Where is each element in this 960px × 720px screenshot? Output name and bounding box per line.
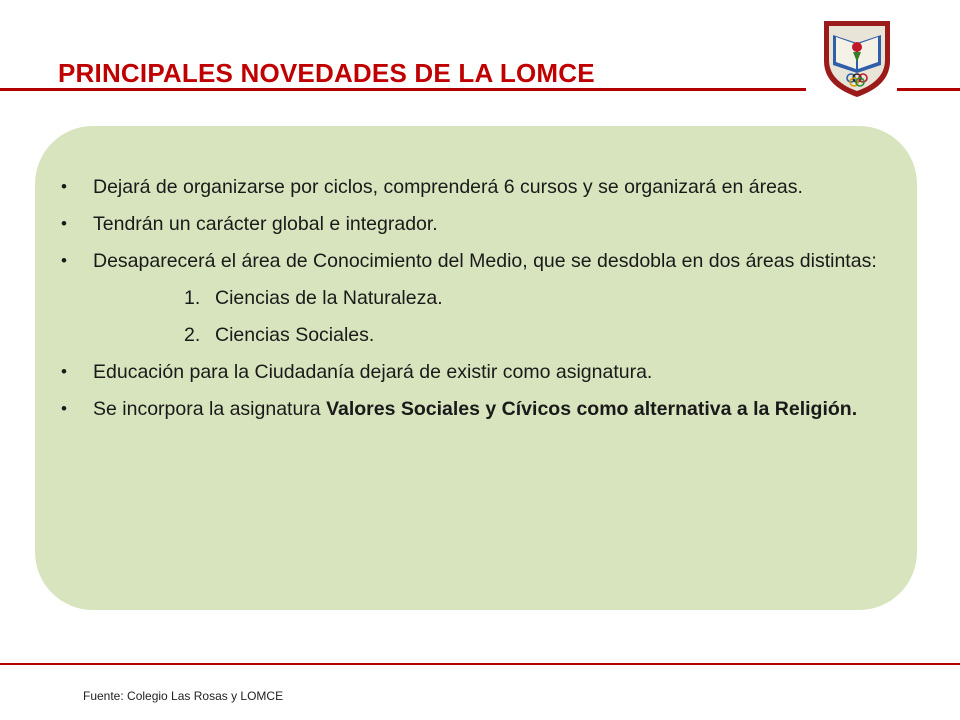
list-item-text: Dejará de organizarse por ciclos, comprenderá 6 cursos y se organizará en áreas. [93, 176, 803, 198]
bullet-list [55, 174, 897, 433]
list-item [55, 359, 897, 385]
title-underline-right [897, 88, 960, 91]
bullet-marker: • [61, 399, 67, 418]
list-item [55, 248, 897, 274]
subitem-text: Ciencias de la Naturaleza. [215, 287, 443, 309]
bullet-marker: • [61, 251, 67, 270]
source-caption: Fuente: Colegio Las Rosas y LOMCE [83, 689, 284, 703]
list-item-text: Educación para la Ciudadanía dejará de existir como asignatura. [93, 361, 653, 383]
subitem-text: Ciencias Sociales. [215, 324, 375, 346]
subitem-number: 2. [184, 324, 201, 346]
footer-rule [0, 663, 960, 665]
list-item [55, 174, 897, 200]
bullet-marker: • [61, 177, 67, 196]
bullet-marker: • [61, 214, 67, 233]
list-item [55, 211, 897, 237]
subitem-number: 1. [184, 287, 201, 309]
slide-title: PRINCIPALES NOVEDADES DE LA LOMCE [58, 58, 595, 88]
list-item-text-bold: Valores Sociales y Cívicos como alternativa a la Religión. [326, 398, 858, 420]
school-crest-logo [818, 17, 896, 99]
numbered-subitem [55, 285, 897, 311]
bullet-marker: • [61, 362, 67, 381]
numbered-subitem [55, 322, 897, 348]
list-item-text: Tendrán un carácter global e integrador. [93, 213, 438, 235]
list-item-text-prefix: Se incorpora la asignatura [93, 398, 327, 420]
list-item-text: Desaparecerá el área de Conocimiento del Medio, que se desdobla en dos áreas distintas: [93, 250, 877, 272]
title-underline-left [0, 88, 806, 91]
list-item [55, 396, 897, 422]
